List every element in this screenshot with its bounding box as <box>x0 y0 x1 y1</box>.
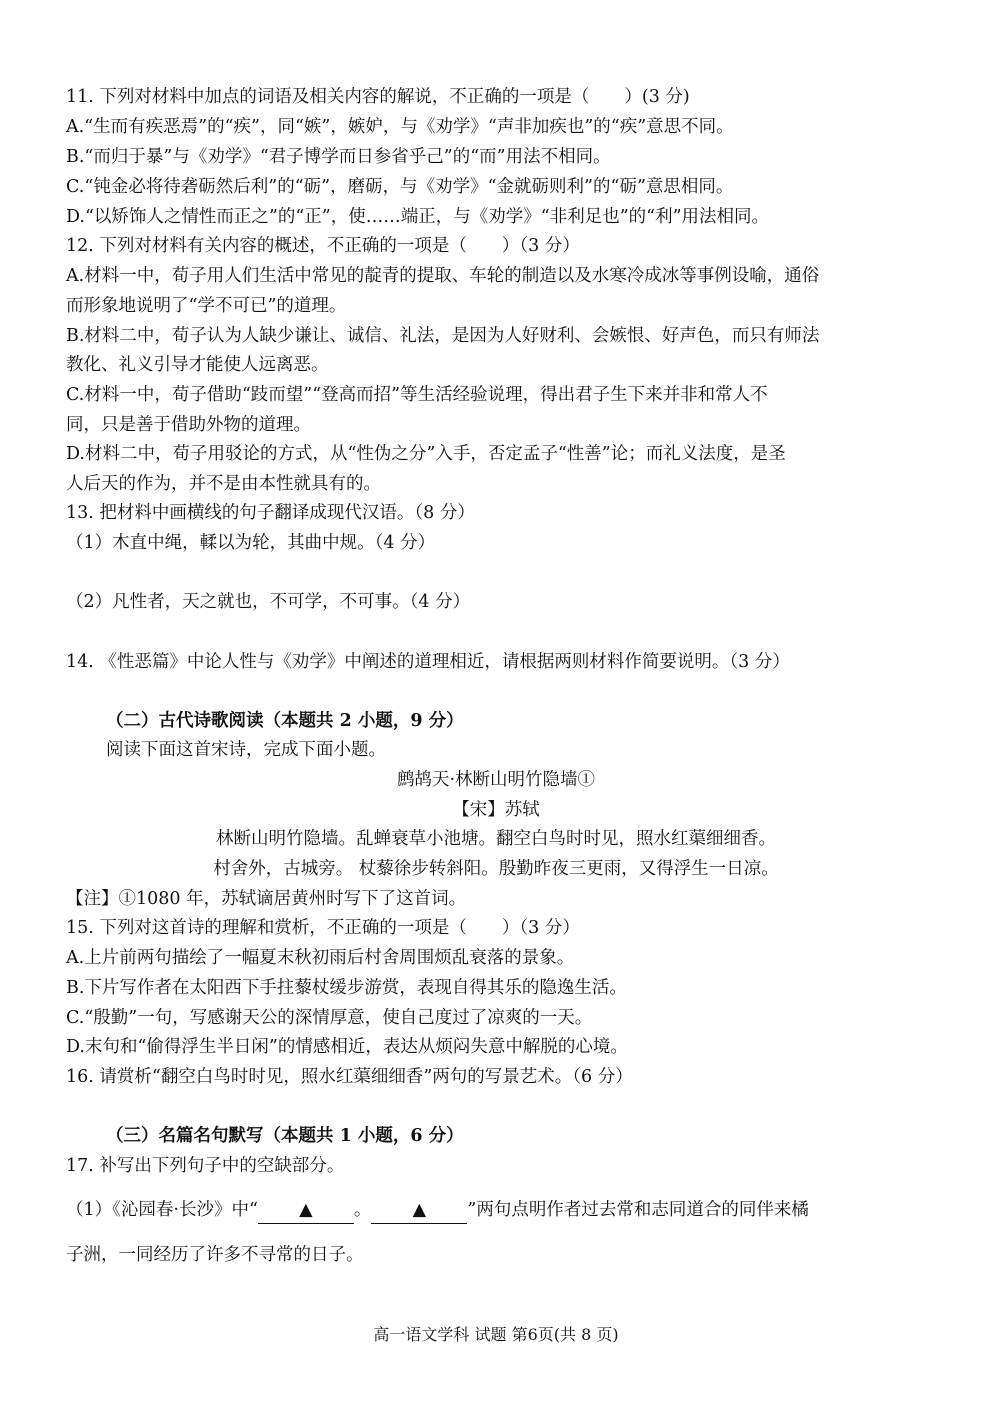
q17-separator: 。 <box>353 1200 372 1220</box>
q17-part1-line2: 子洲，一同经历了许多不寻常的日子。 <box>66 1245 364 1265</box>
q12-option-b-line2: 教化、礼义引导才能使人远离恶。 <box>66 355 329 375</box>
poem-line-2: 村舍外，古城旁。 杖藜徐步转斜阳。殷勤昨夜三更雨，又得浮生一日凉。 <box>213 859 779 879</box>
q15-option-a: A.上片前两句描绘了一幅夏末秋初雨后村舍周围烦乱衰落的景象。 <box>66 948 575 968</box>
q11-option-b: B.“而归于暴”与《劝学》“君子博学而日参省乎己”的“而”用法不相同。 <box>66 147 611 167</box>
q16-stem: 16. 请赏析“翻空白鸟时时见，照水红蕖细细香”两句的写景艺术。（6 分） <box>66 1067 633 1087</box>
section2-heading: （二）古代诗歌阅读（本题共 2 小题，9 分） <box>106 711 464 731</box>
poem-note: 【注】①1080 年，苏轼谪居黄州时写下了这首词。 <box>66 889 467 909</box>
q14-stem: 14. 《性恶篇》中论人性与《劝学》中阐述的道理相近，请根据两则材料作简要说明。（3 分） <box>66 652 790 672</box>
answer-blank-1[interactable]: ▲ <box>258 1197 354 1224</box>
q12-stem: 12. 下列对材料有关内容的概述，不正确的一项是（ ）（3 分） <box>66 236 580 256</box>
poem-author: 【宋】苏轼 <box>452 800 540 820</box>
q12-option-a-line1: A.材料一中，荀子用人们生活中常见的靛青的提取、车轮的制造以及水寒冷成冰等事例设喻，通俗 <box>66 266 820 286</box>
q11-option-d: D.“以矫饰人之情性而正之”的“正”，使……端正，与《劝学》“非利足也”的“利”用法相同。 <box>66 207 770 227</box>
q17-part1-suffix: ”两句点明作者过去常和志同道合的同伴来橘 <box>467 1200 809 1220</box>
q17-stem: 17. 补写出下列句子中的空缺部分。 <box>66 1156 345 1176</box>
section3-heading: （三）名篇名句默写（本题共 1 小题，6 分） <box>106 1126 464 1146</box>
q11-option-a: A.“生而有疾恶焉”的“疾”，同“嫉”，嫉妒，与《劝学》“声非加疾也”的“疾”意思不同。 <box>66 117 734 137</box>
section2-intro: 阅读下面这首宋诗，完成下面小题。 <box>106 740 386 760</box>
q17-part1-prefix: （1）《沁园春·长沙》中“ <box>66 1200 258 1220</box>
q17-part1 <box>66 1195 809 1225</box>
q13-stem: 13. 把材料中画横线的句子翻译成现代汉语。（8 分） <box>66 503 475 523</box>
q11-option-c: C.“钝金必将待砻砺然后利”的“砺”，磨砺，与《劝学》“金就砺则利”的“砺”意思相同。 <box>66 177 734 197</box>
q15-option-d: D.末句和“偷得浮生半日闲”的情感相近，表达从烦闷失意中解脱的心境。 <box>66 1037 628 1057</box>
q15-option-b: B.下片写作者在太阳西下手拄藜杖缓步游赏，表现自得其乐的隐逸生活。 <box>66 978 627 998</box>
poem-title: 鹧鸪天·林断山明竹隐墙① <box>396 770 596 790</box>
answer-blank-2[interactable]: ▲ <box>371 1197 467 1224</box>
page-footer: 高一语文学科 试题 第6页(共 8 页) <box>373 1325 619 1344</box>
q11-stem: 11. 下列对材料中加点的词语及相关内容的解说，不正确的一项是（ ）(3 分) <box>66 87 690 107</box>
q12-option-c-line1: C.材料一中，荀子借助“跂而望”“登高而招”等生活经验说理，得出君子生下来并非和常人不 <box>66 385 768 405</box>
q13-sentence-1: （1）木直中绳，輮以为轮，其曲中规。（4 分） <box>66 533 436 553</box>
q13-sentence-2: （2）凡性者，天之就也，不可学，不可事。（4 分） <box>66 592 471 612</box>
q12-option-d-line2: 人后天的作为，并不是由本性就具有的。 <box>66 474 381 494</box>
q12-option-a-line2: 而形象地说明了“学不可已”的道理。 <box>66 296 347 316</box>
q12-option-c-line2: 同，只是善于借助外物的道理。 <box>66 415 311 435</box>
q12-option-d-line1: D.材料二中，荀子用驳论的方式，从“性伪之分”入手，否定孟子“性善”论；而礼义法度，是圣 <box>66 444 786 464</box>
q15-stem: 15. 下列对这首诗的理解和赏析，不正确的一项是（ ）（3 分） <box>66 918 580 938</box>
q12-option-b-line1: B.材料二中，荀子认为人缺少谦让、诚信、礼法，是因为人好财利、会嫉恨、好声色，而只有师法 <box>66 326 820 346</box>
poem-line-1: 林断山明竹隐墙。乱蝉衰草小池塘。翻空白鸟时时见，照水红蕖细细香。 <box>216 829 776 849</box>
q15-option-c: C.“殷勤”一句，写感谢天公的深情厚意，使自己度过了凉爽的一天。 <box>66 1008 593 1028</box>
